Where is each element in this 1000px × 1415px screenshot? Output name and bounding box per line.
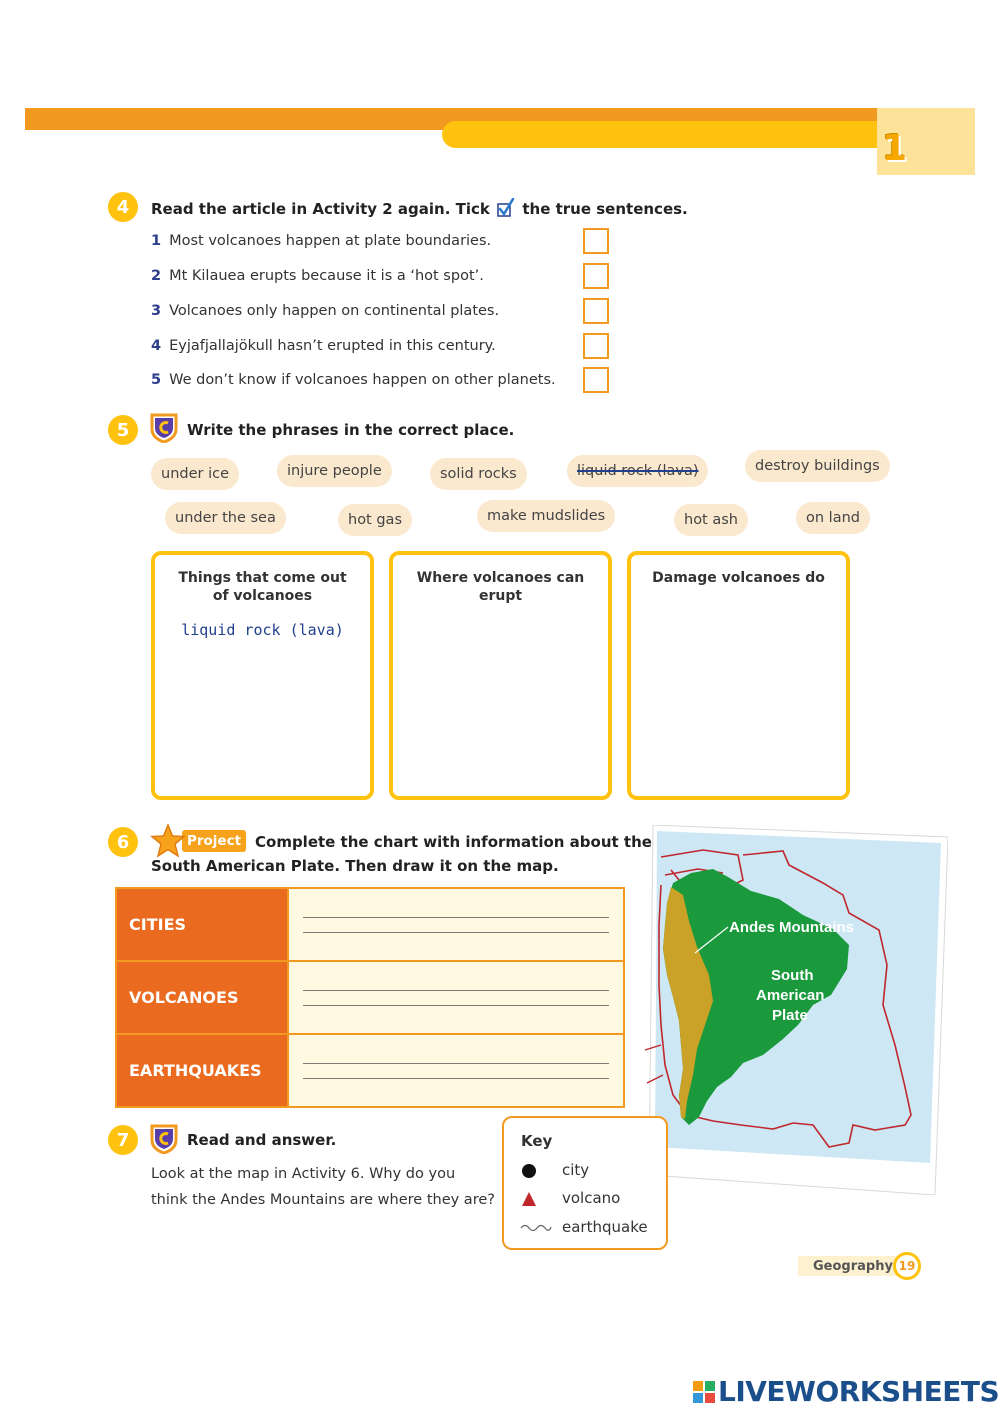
key-label-volcano: volcano bbox=[562, 1189, 621, 1207]
drop-box-things-out[interactable] bbox=[151, 551, 374, 800]
instruction-text-before: Read the article in Activity 2 again. Tick bbox=[151, 200, 490, 218]
sentence-number: 5 bbox=[151, 372, 162, 388]
phrase-chip[interactable]: hot ash bbox=[674, 504, 748, 536]
shield-icon bbox=[150, 1124, 178, 1154]
unit-number: 1 bbox=[882, 128, 908, 169]
tick-icon bbox=[497, 198, 515, 218]
write-line bbox=[303, 1005, 609, 1006]
phrase-chip[interactable]: hot gas bbox=[338, 504, 412, 536]
activity-6-number: 6 bbox=[108, 827, 138, 857]
phrase-chip-used[interactable]: liquid rock (lava) bbox=[567, 455, 708, 487]
sentence-number: 4 bbox=[151, 338, 162, 354]
sentence-number: 2 bbox=[151, 268, 162, 284]
drop-box-answer: liquid rock (lava) bbox=[181, 621, 344, 639]
chart-row-earthquakes bbox=[116, 1034, 624, 1107]
sentence-4 bbox=[151, 338, 496, 354]
drop-box-title: Where volcanoes can erupt bbox=[416, 570, 585, 604]
chart-answer-cell[interactable] bbox=[288, 961, 624, 1034]
activity-6-instruction-line2: South American Plate. Then draw it on the map. bbox=[151, 857, 559, 875]
phrase-chip[interactable]: solid rocks bbox=[430, 458, 527, 490]
write-line bbox=[303, 990, 609, 991]
instruction-text-after: the true sentences. bbox=[522, 200, 688, 218]
circle-icon bbox=[520, 1162, 538, 1180]
drop-box-title: Things that come out of volcanoes bbox=[178, 570, 347, 604]
key-label-city: city bbox=[562, 1161, 590, 1179]
drop-box-where-erupt[interactable] bbox=[389, 551, 612, 800]
page-number: 19 bbox=[893, 1252, 921, 1280]
sentence-text: We don’t know if volcanoes happen on other planets. bbox=[169, 372, 556, 388]
activity-7-question-line2: think the Andes Mountains are where they are? bbox=[151, 1192, 495, 1208]
chart-row-label: EARTHQUAKES bbox=[116, 1034, 288, 1107]
sentence-text: Most volcanoes happen at plate boundaries. bbox=[169, 233, 492, 249]
sentence-5 bbox=[151, 372, 556, 388]
sentence-text: Mt Kilauea erupts because it is a ‘hot spot’. bbox=[169, 268, 484, 284]
map-label-andes: Andes Mountains bbox=[729, 919, 855, 936]
activity-7-number: 7 bbox=[108, 1125, 138, 1155]
phrase-chip[interactable]: on land bbox=[796, 502, 870, 534]
star-icon bbox=[150, 824, 186, 858]
map-label-plate-3: Plate bbox=[772, 1007, 808, 1024]
checkbox-sentence-3[interactable] bbox=[583, 298, 609, 324]
wave-icon bbox=[520, 1220, 552, 1234]
sentence-number: 1 bbox=[151, 233, 162, 249]
activity-7-instruction: Read and answer. bbox=[187, 1131, 337, 1149]
chart-row-label: CITIES bbox=[116, 888, 288, 961]
phrase-chip[interactable]: make mudslides bbox=[477, 500, 615, 532]
chart-row-label: VOLCANOES bbox=[116, 961, 288, 1034]
sentence-3 bbox=[151, 303, 499, 319]
chart-answer-cell[interactable] bbox=[288, 1034, 624, 1107]
phrase-chip[interactable]: under the sea bbox=[165, 502, 286, 534]
checkbox-sentence-5[interactable] bbox=[583, 367, 609, 393]
activity-4-number: 4 bbox=[108, 192, 138, 222]
sentence-1 bbox=[151, 233, 491, 249]
activity-4-instruction bbox=[151, 198, 688, 218]
activity-5-number: 5 bbox=[108, 415, 138, 445]
key-label-earthquake: earthquake bbox=[562, 1218, 648, 1236]
sentence-text: Volcanoes only happen on continental plates. bbox=[169, 303, 500, 319]
south-america-map[interactable] bbox=[643, 825, 948, 1195]
write-line bbox=[303, 917, 609, 918]
checkbox-sentence-1[interactable] bbox=[583, 228, 609, 254]
map-label-plate-2: American bbox=[756, 987, 825, 1004]
chart-answer-cell[interactable] bbox=[288, 888, 624, 961]
write-line bbox=[303, 932, 609, 933]
map-label-plate-1: South bbox=[771, 967, 814, 984]
drop-box-title: Damage volcanoes do bbox=[652, 570, 825, 586]
checkbox-sentence-2[interactable] bbox=[583, 263, 609, 289]
sentence-2 bbox=[151, 268, 484, 284]
activity-6-instruction-line1: Complete the chart with information about the bbox=[255, 833, 652, 851]
activity-7-question-line1: Look at the map in Activity 6. Why do you bbox=[151, 1166, 456, 1182]
header-bar-yellow bbox=[442, 121, 887, 148]
drop-box-damage[interactable] bbox=[627, 551, 850, 800]
phrase-chip[interactable]: injure people bbox=[277, 455, 392, 487]
brand-name: LIVEWORKSHEETS bbox=[718, 1375, 1000, 1408]
sentence-text: Eyjafjallajökull hasn’t erupted in this century. bbox=[169, 338, 496, 354]
project-chart bbox=[115, 887, 625, 1108]
write-line bbox=[303, 1078, 609, 1079]
map-key bbox=[502, 1116, 668, 1250]
chart-row-cities bbox=[116, 888, 624, 961]
subject-label: Geography bbox=[798, 1256, 898, 1276]
phrase-chip[interactable]: destroy buildings bbox=[745, 450, 890, 482]
liveworksheets-logo[interactable] bbox=[692, 1375, 999, 1408]
sentence-number: 3 bbox=[151, 303, 162, 319]
logo-grid-icon bbox=[692, 1380, 716, 1404]
shield-icon bbox=[150, 413, 178, 443]
write-line bbox=[303, 1063, 609, 1064]
key-title: Key bbox=[521, 1132, 553, 1150]
phrase-chip[interactable]: under ice bbox=[151, 458, 239, 490]
checkbox-sentence-4[interactable] bbox=[583, 333, 609, 359]
triangle-icon bbox=[520, 1190, 538, 1208]
activity-5-instruction: Write the phrases in the correct place. bbox=[187, 421, 515, 439]
project-badge: Project bbox=[182, 830, 246, 852]
chart-row-volcanoes bbox=[116, 961, 624, 1034]
